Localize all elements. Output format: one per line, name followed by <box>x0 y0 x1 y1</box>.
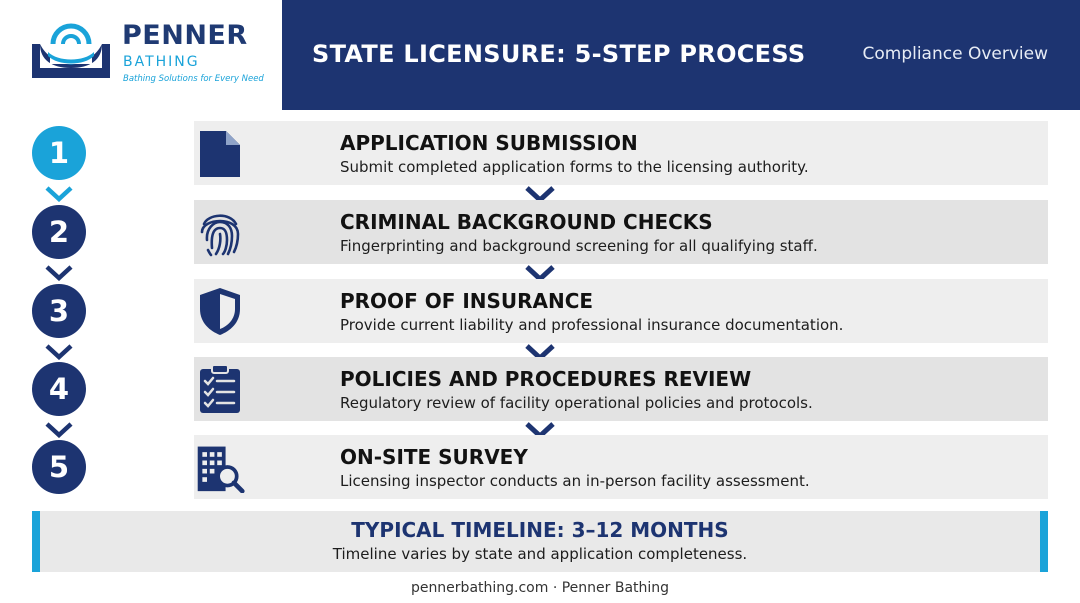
step-row-3 <box>194 279 1048 343</box>
step-number-4: 4 <box>32 362 86 416</box>
title-bar <box>282 0 1080 110</box>
step-title: CRIMINAL BACKGROUND CHECKS <box>340 210 713 234</box>
step-row-1 <box>194 121 1048 185</box>
chevron-down-icon <box>45 344 73 360</box>
timeline-description: Timeline varies by state and application completeness. <box>332 545 748 563</box>
chevron-down-icon <box>45 265 73 281</box>
brand-tagline: Bathing Solutions for Every Need <box>123 74 264 84</box>
footer-text[interactable]: pennerbathing.com · Penner Bathing <box>410 580 670 596</box>
checklist-icon <box>194 363 246 415</box>
chevron-down-icon <box>45 186 73 202</box>
chevron-down-icon <box>45 422 73 438</box>
step-row-2 <box>194 200 1048 264</box>
step-number-3: 3 <box>32 284 86 338</box>
step-row-4 <box>194 357 1048 421</box>
step-description: Licensing inspector conducts an in-person facility assessment. <box>340 472 810 490</box>
step-number-2: 2 <box>32 205 86 259</box>
brand-subname: BATHING <box>123 54 200 70</box>
logo-area <box>0 0 282 110</box>
penner-logo-icon <box>30 22 112 80</box>
step-title: PROOF OF INSURANCE <box>340 289 594 313</box>
fingerprint-icon <box>194 206 246 258</box>
step-title: POLICIES AND PROCEDURES REVIEW <box>340 367 752 391</box>
step-title: APPLICATION SUBMISSION <box>340 131 638 155</box>
brand-name: PENNER <box>122 20 248 51</box>
step-number-1: 1 <box>32 126 86 180</box>
step-description: Provide current liability and professional insurance documentation. <box>340 316 844 334</box>
shield-icon <box>194 285 246 337</box>
step-description: Submit completed application forms to the licensing authority. <box>340 158 809 176</box>
building-search-icon <box>194 441 246 493</box>
step-row-5 <box>194 435 1048 499</box>
document-icon <box>194 127 246 179</box>
page-title: STATE LICENSURE: 5-STEP PROCESS <box>312 40 806 68</box>
step-description: Regulatory review of facility operational policies and protocols. <box>340 394 813 412</box>
step-description: Fingerprinting and background screening for all qualifying staff. <box>340 237 818 255</box>
step-title: ON-SITE SURVEY <box>340 445 528 469</box>
timeline-title: TYPICAL TIMELINE: 3–12 MONTHS <box>351 518 729 542</box>
step-number-5: 5 <box>32 440 86 494</box>
page-subtitle: Compliance Overview <box>862 44 1048 64</box>
timeline-box <box>32 511 1048 572</box>
